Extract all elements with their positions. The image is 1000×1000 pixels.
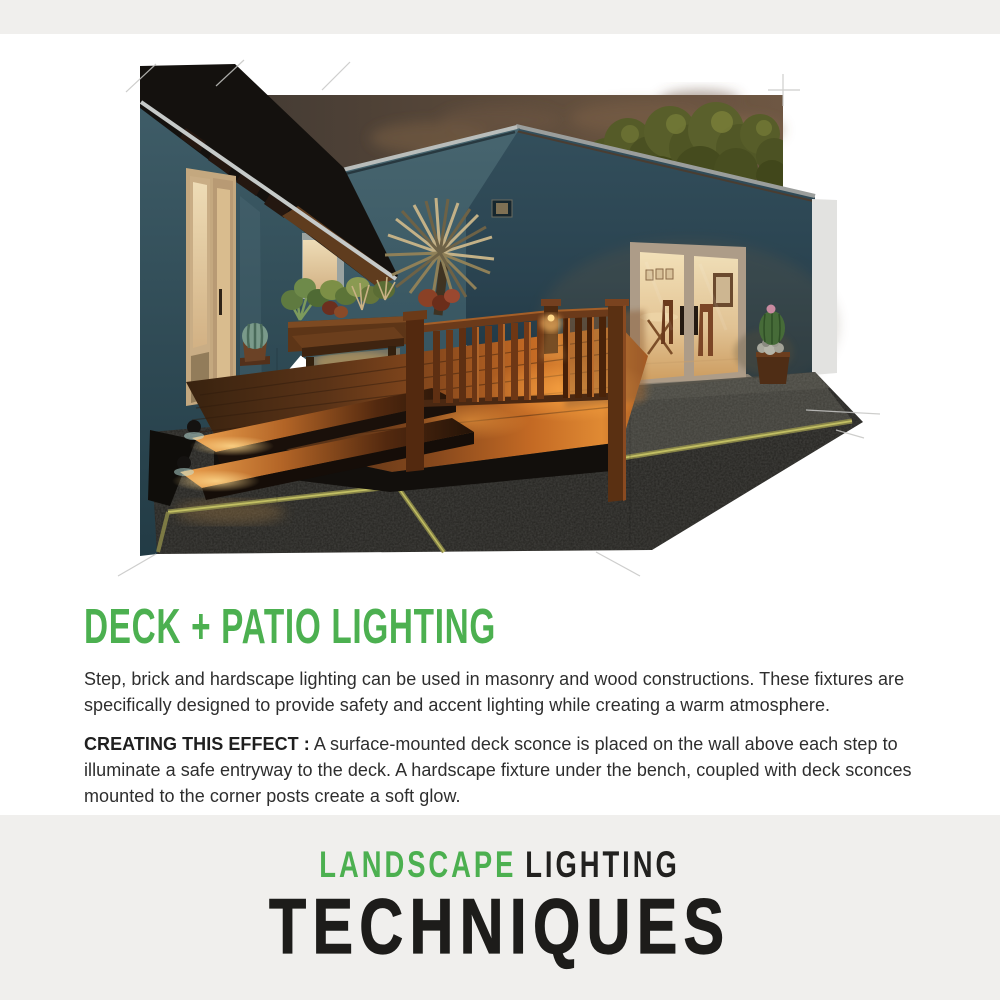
door-handle	[680, 306, 684, 335]
deck-railing	[403, 299, 645, 502]
hardscape-light-under-bench	[312, 348, 400, 377]
section-heading	[84, 600, 916, 654]
planter-box	[288, 316, 410, 352]
picture-frame	[713, 273, 733, 307]
brand-techniques: TECHNIQUES	[269, 882, 731, 970]
shrubs	[281, 277, 395, 320]
potted-succulent	[240, 323, 270, 366]
post-sconce	[548, 315, 555, 322]
roof-fascia	[141, 102, 396, 279]
lit-patio-joint	[168, 421, 852, 512]
planter-and-bench	[281, 198, 494, 379]
intro-paragraph: Step, brick and hardscape lighting can be used in masonry and wood constructions. These fixtures are specifically designed to provide safety and accent lighting while creating a warm atmosphere.	[84, 669, 905, 715]
section-heading-text: DECK + PATIO LIGHTING	[84, 600, 496, 654]
roof-beam	[282, 206, 398, 286]
middle-wall	[253, 127, 520, 426]
dining-table	[640, 313, 678, 322]
crop-marks	[118, 60, 880, 576]
barrel-cactus	[734, 305, 794, 385]
step-sconce	[174, 456, 194, 476]
railing-post	[406, 316, 424, 472]
top-band	[0, 0, 1000, 34]
door-handle	[694, 306, 698, 335]
footer	[0, 815, 1000, 1000]
cactus-flower	[767, 305, 776, 314]
balusters	[433, 313, 606, 403]
lit-patio-joint	[400, 490, 444, 552]
yucca-plant	[385, 198, 494, 315]
dining-chair	[661, 300, 673, 344]
brand-lighting: LIGHTING	[525, 844, 681, 885]
left-house	[140, 64, 398, 556]
entry-door-handle	[219, 289, 222, 315]
deck-steps	[148, 388, 474, 506]
dining-chair	[698, 304, 713, 356]
tree-canopy	[574, 102, 792, 200]
roof-eave	[140, 64, 398, 286]
step-sconce	[184, 420, 204, 440]
attic-window	[496, 203, 508, 214]
railing-post	[608, 305, 626, 502]
effect-text: A surface-mounted deck sconce is placed on the wall above each step to illuminate a safe entryway to the deck. A hardscape fixture under the bench, coupled with deck sconces mounted to the corner posts create a soft glow.	[84, 733, 912, 806]
brand-line	[0, 846, 1000, 883]
lit-window	[303, 240, 337, 292]
bench	[292, 327, 404, 348]
dusk-sky	[140, 90, 783, 262]
brand-title-line	[0, 882, 1000, 970]
copy-section	[84, 600, 916, 823]
side-panel	[812, 199, 837, 375]
brand-landscape: LANDSCAPE	[319, 844, 517, 885]
effect-paragraph	[84, 732, 916, 810]
effect-label: CREATING THIS EFFECT :	[84, 733, 310, 754]
lit-window-frame	[296, 233, 344, 299]
right-house-wall	[462, 126, 838, 410]
stone-patio	[150, 348, 863, 554]
entry-door	[186, 168, 236, 406]
railing-corner-post	[544, 305, 558, 354]
wood-deck	[186, 326, 655, 492]
french-doors	[628, 242, 762, 392]
